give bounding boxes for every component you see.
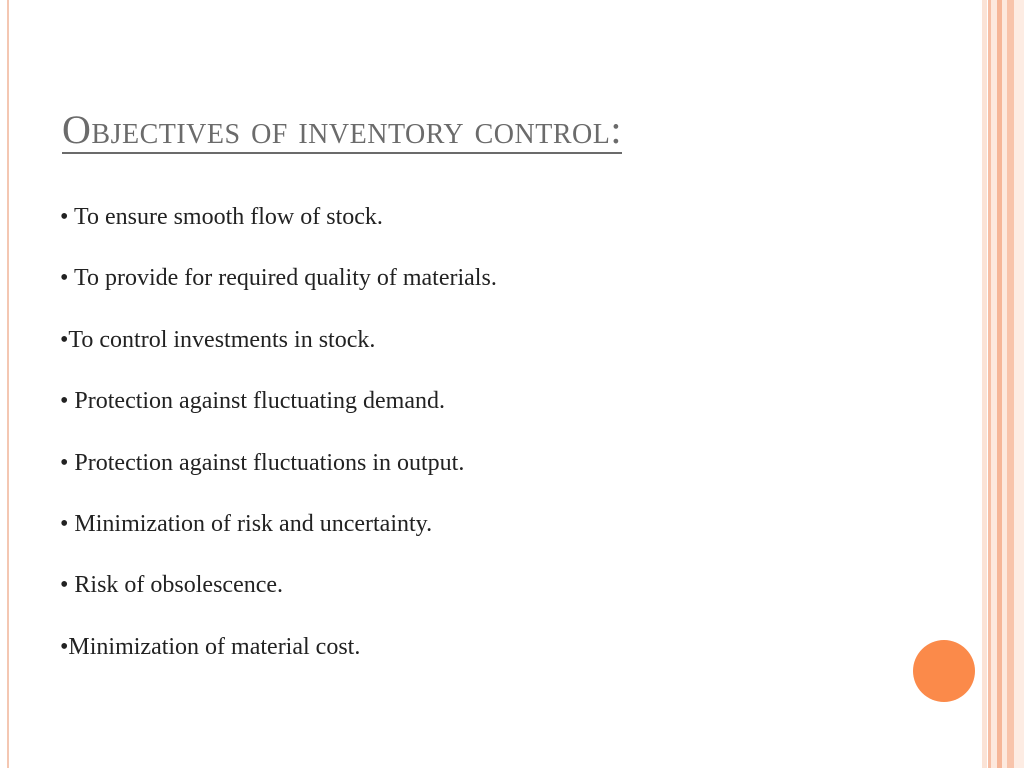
bullet-item: • To provide for required quality of materials. bbox=[60, 265, 497, 292]
bullet-item: •Minimization of material cost. bbox=[60, 633, 361, 660]
bullet-item: • Minimization of risk and uncertainty. bbox=[60, 510, 433, 537]
bullet-item: •To control investments in stock. bbox=[60, 326, 376, 353]
slide-title: Objectives of inventory control: bbox=[62, 107, 622, 152]
right-decor-stripe bbox=[1014, 0, 1024, 768]
bullet-item: • Protection against fluctuating demand. bbox=[60, 388, 445, 415]
orange-circle-decoration bbox=[913, 640, 975, 702]
left-border-line bbox=[7, 0, 9, 768]
bullet-list bbox=[60, 202, 497, 693]
bullet-item: • Protection against fluctuations in output. bbox=[60, 449, 465, 476]
bullet-item: • Risk of obsolescence. bbox=[60, 572, 284, 599]
right-decor-stripe bbox=[982, 0, 987, 768]
bullet-item: • To ensure smooth flow of stock. bbox=[60, 204, 383, 230]
right-decor-stripe bbox=[1007, 0, 1014, 768]
